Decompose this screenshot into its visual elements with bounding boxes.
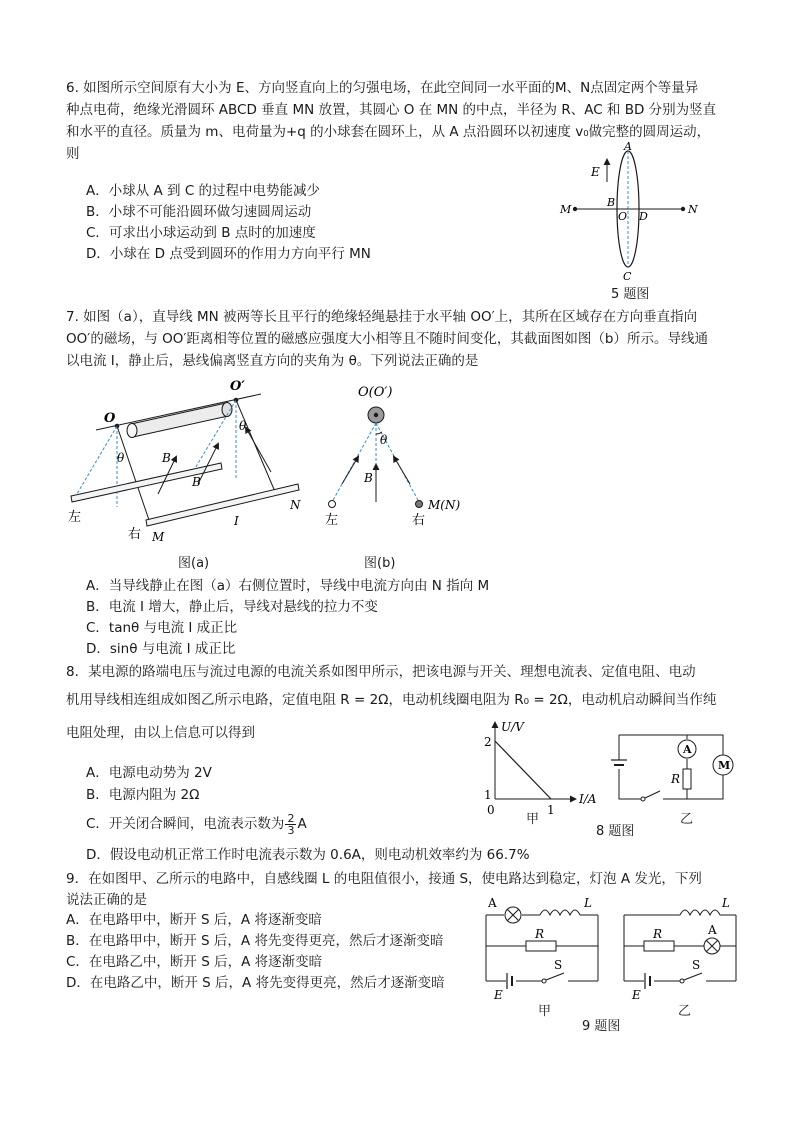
q8-option-d: D．假设电动机正常工作时电流表示数为 0.6A，则电动机效率约为 66.7% [86, 847, 530, 863]
q9-circuit-yi [616, 893, 746, 1005]
q9-stem-line-2: 说法正确的是 [66, 892, 147, 908]
c-label: C [623, 270, 632, 283]
n-label: N [688, 203, 698, 216]
fraction-numerator: 2 [287, 811, 295, 825]
right-label: 右 [128, 527, 142, 542]
right-label: 右 [412, 513, 426, 528]
q8-option-c [86, 809, 307, 839]
m-label: M [152, 530, 165, 544]
q7-stem-line-1: 7. 如图（a），直导线 MN 被两等长且平行的绝缘轻绳悬挂于水平轴 OO′上，其所在区域存在方向垂直指向 [66, 309, 698, 325]
b-arrow-right [394, 457, 410, 484]
b-arrow-left [342, 457, 358, 484]
q6-figure [555, 138, 705, 298]
q7-figure-a-caption: 图(a) [178, 556, 210, 571]
q7-stem-line-3: 以电流 I，静止后，悬线偏离竖直方向的夹角为 θ。下列说法正确的是 [66, 353, 479, 369]
resistor [526, 941, 556, 951]
switch-contact [641, 797, 645, 801]
coil [540, 910, 580, 915]
switch-lever [645, 791, 660, 798]
origin-label: 0 [487, 803, 495, 817]
left-string [332, 423, 376, 502]
m-label: M [560, 203, 572, 216]
q8-stem-line-2: 机用导线相连组成如图乙所示电路，定值电阻 R = 2Ω，电动机线圈电阻为 R₀ = 2Ω，电动机启动瞬间当作纯 [66, 692, 717, 708]
lamp-label: A [708, 923, 717, 937]
b-label: B [607, 196, 616, 209]
q8-circuit-caption: 乙 [680, 812, 694, 827]
ammeter-label: A [683, 743, 692, 756]
right2-string [236, 400, 276, 494]
q6-option-c: C．可求出小球运动到 B 点时的加速度 [86, 225, 316, 241]
left-wire [329, 501, 336, 508]
q9-option-c: C．在电路乙中，断开 S 后，A 将逐渐变暗 [66, 954, 323, 970]
q7-figure-b [320, 372, 480, 547]
mn-label: M(N) [428, 498, 461, 512]
source-label: E [494, 988, 503, 1002]
y-tick-2: 2 [484, 735, 492, 749]
switch-label: S [692, 958, 701, 972]
top-label: O(O′) [358, 385, 393, 400]
right-rod [146, 484, 299, 526]
right-wire [416, 501, 423, 508]
right-string [117, 426, 150, 523]
switch-lever [546, 973, 564, 980]
q9-option-b: B．在电路甲中，断开 S 后，A 将先变得更亮，然后才逐渐变暗 [66, 933, 444, 949]
q9-circuit-yi-caption: 乙 [678, 1004, 692, 1019]
axis-cylinder [131, 403, 228, 437]
switch-contact [542, 979, 546, 983]
q8-option-c-fraction [285, 813, 296, 836]
circuit-wire-left [619, 735, 641, 799]
q8-graph [475, 717, 605, 825]
theta-label-2: θ [239, 419, 247, 433]
q7-option-c: C．tanθ 与电流 I 成正比 [86, 620, 238, 636]
q8-option-b: B．电源内阻为 2Ω [86, 787, 200, 803]
switch-contact [680, 979, 684, 983]
resistor-label: R [671, 772, 681, 786]
q6-figure-caption: 5 题图 [611, 287, 650, 302]
b-arrow-3 [246, 428, 271, 472]
a-label: A [624, 140, 632, 153]
q6-option-a: A．小球从 A 到 C 的过程中电势能减少 [86, 183, 321, 199]
source-label: E [632, 988, 641, 1002]
axis-center [374, 413, 378, 417]
q9-figure-caption: 9 题图 [582, 1019, 621, 1034]
q8-option-c-text: C．开关闭合瞬间，电流表示数为 [86, 816, 285, 832]
q9-circuit-jia [480, 893, 608, 1005]
switch-lever [684, 973, 702, 980]
q7-stem-line-2: OO′的磁场，与 OO′距离相等位置的磁感应强度大小相等且不随时间变化，其截面图如图（b）所示。导线通 [66, 331, 708, 347]
switch-label: S [554, 958, 563, 972]
q8-stem-line-3: 电阻处理，由以上信息可以得到 [66, 725, 255, 741]
coil-label: L [584, 896, 592, 910]
cylinder-end-left [127, 424, 137, 438]
resistor [644, 941, 674, 951]
x-tick-1: 1 [547, 803, 555, 817]
q6-stem-line-2: 种点电荷，绝缘光滑圆环 ABCD 垂直 MN 放置，其圆心 O 在 MN 的中点，半径为 R、AC 和 BD 分别为竖直 [66, 102, 717, 118]
i-label: I [234, 514, 239, 528]
q7-figure-a [66, 372, 316, 547]
q7-option-d: D．sinθ 与电流 I 成正比 [86, 641, 236, 657]
o-label: O [104, 411, 116, 426]
q9-option-a: A．在电路甲中，断开 S 后，A 将逐渐变暗 [66, 912, 322, 928]
q6-option-d: D．小球在 D 点受到圆环的作用力方向平行 MN [86, 246, 371, 262]
b-label-1: B [162, 451, 171, 465]
n-charge [681, 207, 685, 211]
left-label: 左 [325, 513, 339, 528]
n-label: N [290, 498, 301, 512]
u-i-line [495, 741, 551, 799]
q7-option-b: B．电流 I 增大，静止后，导线对悬线的拉力不变 [86, 599, 378, 615]
q6-stem-line-1: 6. 如图所示空间原有大小为 E、方向竖直向上的匀强电场，在此空间同一水平面的M、N点固定两个等量异 [66, 80, 699, 96]
b-label: B [364, 471, 373, 485]
circuit-wire-top [619, 735, 723, 799]
q8-option-c-unit: A [297, 816, 307, 832]
q8-option-a: A．电源电动势为 2V [86, 765, 212, 781]
d-label: D [639, 210, 648, 223]
q9-option-d: D．在电路乙中，断开 S 后，A 将先变得更亮，然后才逐渐变暗 [66, 975, 445, 991]
m-charge [573, 207, 577, 211]
q6-stem-line-3: 和水平的直径。质量为 m、电荷量为+q 的小球套在圆环上，从 A 点沿圆环以初速度 v₀做完整的圆周运动， [66, 124, 711, 140]
q6-stem-line-4: 则 [66, 146, 80, 162]
x-axis-label: I/A [579, 792, 597, 806]
q8-figure-caption: 8 题图 [596, 824, 635, 839]
y-tick-1: 1 [484, 788, 492, 802]
resistor-label: R [535, 927, 545, 941]
motor-label: M [718, 759, 731, 772]
coil [680, 910, 720, 915]
o-label: O [618, 210, 628, 223]
q9-circuit-jia-caption: 甲 [538, 1004, 552, 1019]
q6-option-b: B．小球不可能沿圆环做匀速圆周运动 [86, 204, 312, 220]
q8-graph-caption: 甲 [526, 812, 540, 827]
o2-label: O′ [230, 379, 245, 394]
resistor-label: R [653, 927, 663, 941]
q7-figure-b-caption: 图(b) [364, 556, 396, 571]
theta-label: θ [380, 433, 388, 447]
y-axis-label: U/V [501, 720, 524, 734]
fraction-denominator: 3 [287, 823, 295, 837]
coil-label: L [722, 896, 730, 910]
left-label: 左 [68, 510, 82, 525]
b-label-2: B [192, 475, 201, 489]
lamp-label: A [488, 896, 497, 910]
theta-label-1: θ [117, 451, 125, 465]
e-label: E [591, 165, 600, 179]
q8-stem-line-1: 8．某电源的路端电压与流过电源的电流关系如图甲所示，把该电源与开关、理想电流表、定值电阻、电动 [66, 664, 696, 680]
resistor [683, 769, 691, 789]
q8-circuit [605, 727, 765, 807]
q7-option-a: A．当导线静止在图（a）右侧位置时，导线中电流方向由 N 指向 M [86, 578, 490, 594]
q9-stem-line-1: 9．在如图甲、乙所示的电路中，自感线圈 L 的电阻值很小，接通 S，使电路达到稳定，灯泡 A 发光，下列 [66, 871, 702, 887]
